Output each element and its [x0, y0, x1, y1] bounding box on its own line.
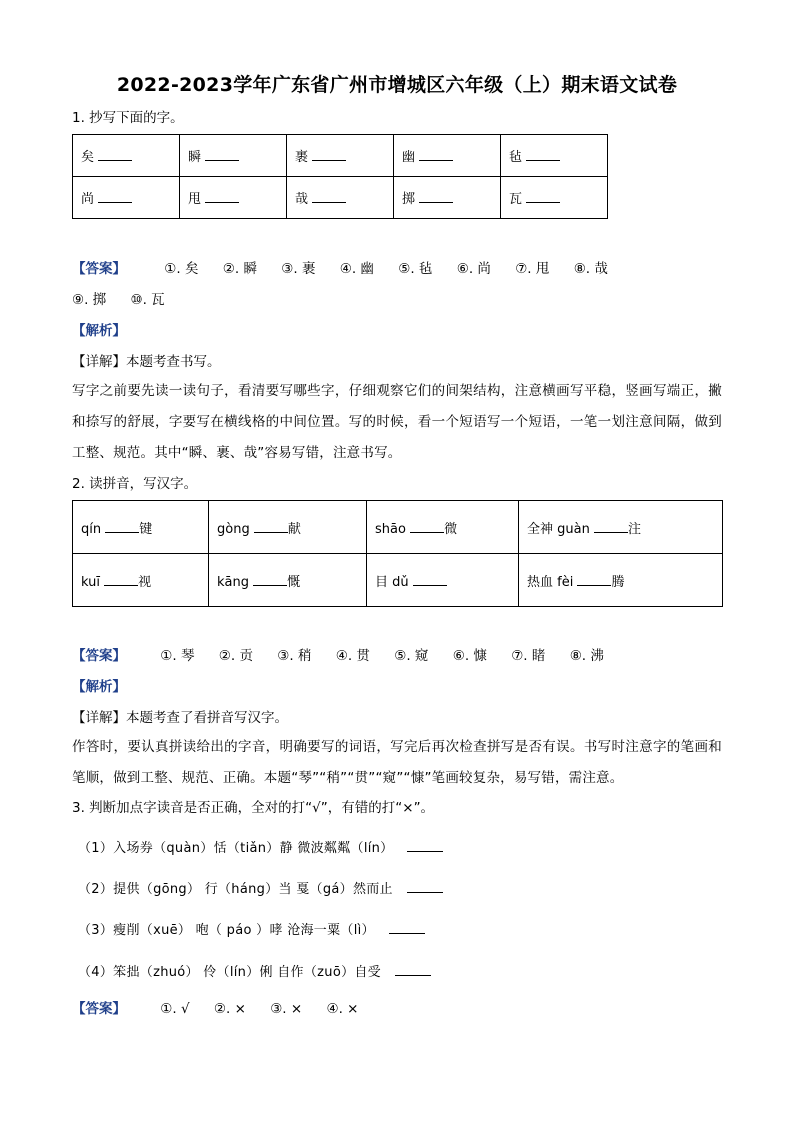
detail-text: 本题考查书写。 — [126, 354, 221, 370]
answer-item: ⑥. 尚 — [456, 261, 491, 277]
q1-cell: 毡 — [501, 135, 608, 177]
answer-item: ③. 裹 — [281, 261, 316, 277]
q2-cell: 热血 fèi 腾 — [519, 554, 723, 607]
q2-grid — [72, 500, 723, 607]
q2-cell: 目 dǔ — [367, 554, 519, 607]
q1-cell: 尚 — [73, 177, 180, 219]
q2-explanation: 作答时，要认真拼读给出的字音，明确要写的词语，写完后再次检查拼写是否有误。书写时注意字的笔画和笔顺，做到工整、规范、正确。本题“琴”“稍”“贯”“窥”“慷”笔画较复杂，易写错，需注意。 — [72, 739, 722, 786]
q2-stem: 2. 读拼音，写汉字。 — [72, 476, 198, 492]
detail-label: 【详解】 — [72, 710, 126, 726]
q1-explanation: 写字之前要先读一读句子，看清要写哪些字，仔细观察它们的间架结构，注意横画写平稳，竖画写端正，撇和捺写的舒展，字要写在横线格的中间位置。写的时候，看一个短语写一个短语，一笔一划注意间隔，做到工整、规范。其中“瞬、裹、哉”容易写错，注意书写。 — [72, 383, 722, 461]
answer-item: ⑥. 慷 — [452, 648, 487, 664]
q1-detail — [72, 350, 221, 370]
q1-cell: 瓦 — [501, 177, 608, 219]
answer-item: ④. 幽 — [339, 261, 374, 277]
answer-item: ④. × — [326, 1001, 359, 1017]
q1-answer-line — [72, 257, 608, 277]
q1-cell: 幽 — [394, 135, 501, 177]
detail-label: 【详解】 — [72, 354, 126, 370]
answer-item: ③. 稍 — [277, 648, 312, 664]
q2-cell: kāng 慨 — [209, 554, 367, 607]
answer-item: ②. × — [213, 1001, 246, 1017]
q2-analysis-label: 【解析】 — [72, 679, 126, 695]
q1-grid — [72, 134, 608, 219]
answer-item: ⑧. 沸 — [569, 648, 604, 664]
answer-item: ②. 贡 — [218, 648, 253, 664]
q2-detail — [72, 706, 288, 726]
answer-label: 【答案】 — [72, 648, 126, 664]
q1-analysis-label: 【解析】 — [72, 323, 126, 339]
answer-item: ⑦. 睹 — [511, 648, 546, 664]
answer-item: ①. √ — [160, 1001, 190, 1017]
answer-item: ⑨. 掷 — [72, 292, 107, 308]
answer-item: ⑤. 窥 — [394, 648, 429, 664]
answer-item: ①. 琴 — [160, 648, 195, 664]
q1-cell: 掷 — [394, 177, 501, 219]
q3-stem: 3. 判断加点字读音是否正确，全对的打“√”，有错的打“×”。 — [72, 800, 435, 816]
page-title: 2022-2023学年广东省广州市增城区六年级（上）期末语文试卷 — [116, 74, 678, 96]
answer-item: ⑦. 甩 — [515, 261, 550, 277]
answer-item: ②. 瞬 — [222, 261, 257, 277]
q2-cell: kuī 视 — [73, 554, 209, 607]
q1-cell: 矣 — [73, 135, 180, 177]
q1-cell: 哉 — [287, 177, 394, 219]
answer-item: ⑤. 毡 — [398, 261, 433, 277]
q3-item: （2）提供（gōng） 行（háng）当 戛（gá）然而止 — [78, 878, 443, 897]
q2-cell: qín 键 — [73, 501, 209, 554]
answer-label: 【答案】 — [72, 1001, 126, 1017]
q2-cell: 全神 guàn 注 — [519, 501, 723, 554]
q2-cell: gòng 献 — [209, 501, 367, 554]
q1-cell: 甩 — [180, 177, 287, 219]
q3-item: （1）入场券（quàn）恬（tiǎn）静 微波粼粼（lín） — [78, 837, 443, 856]
answer-label: 【答案】 — [72, 261, 126, 277]
q1-cell: 瞬 — [180, 135, 287, 177]
q1-answer-line-2 — [72, 288, 185, 308]
answer-item: ①. 矣 — [164, 261, 199, 277]
q2-answer-line — [72, 644, 604, 664]
q2-cell: shāo 微 — [367, 501, 519, 554]
q1-cell: 裹 — [287, 135, 394, 177]
answer-item: ④. 贯 — [335, 648, 370, 664]
answer-item: ⑩. 瓦 — [130, 292, 165, 308]
answer-item: ③. × — [270, 1001, 303, 1017]
q3-item: （4）笨拙（zhuó） 伶（lín）俐 自作（zuō）自受 — [78, 961, 431, 980]
answer-item: ⑧. 哉 — [573, 261, 608, 277]
q1-stem: 1. 抄写下面的字。 — [72, 110, 184, 126]
q3-item: （3）瘦削（xuē） 咆（ páo ）哮 沧海一粟（lì） — [78, 919, 425, 938]
detail-text: 本题考查了看拼音写汉字。 — [126, 710, 288, 726]
q3-answer-line — [72, 997, 378, 1017]
